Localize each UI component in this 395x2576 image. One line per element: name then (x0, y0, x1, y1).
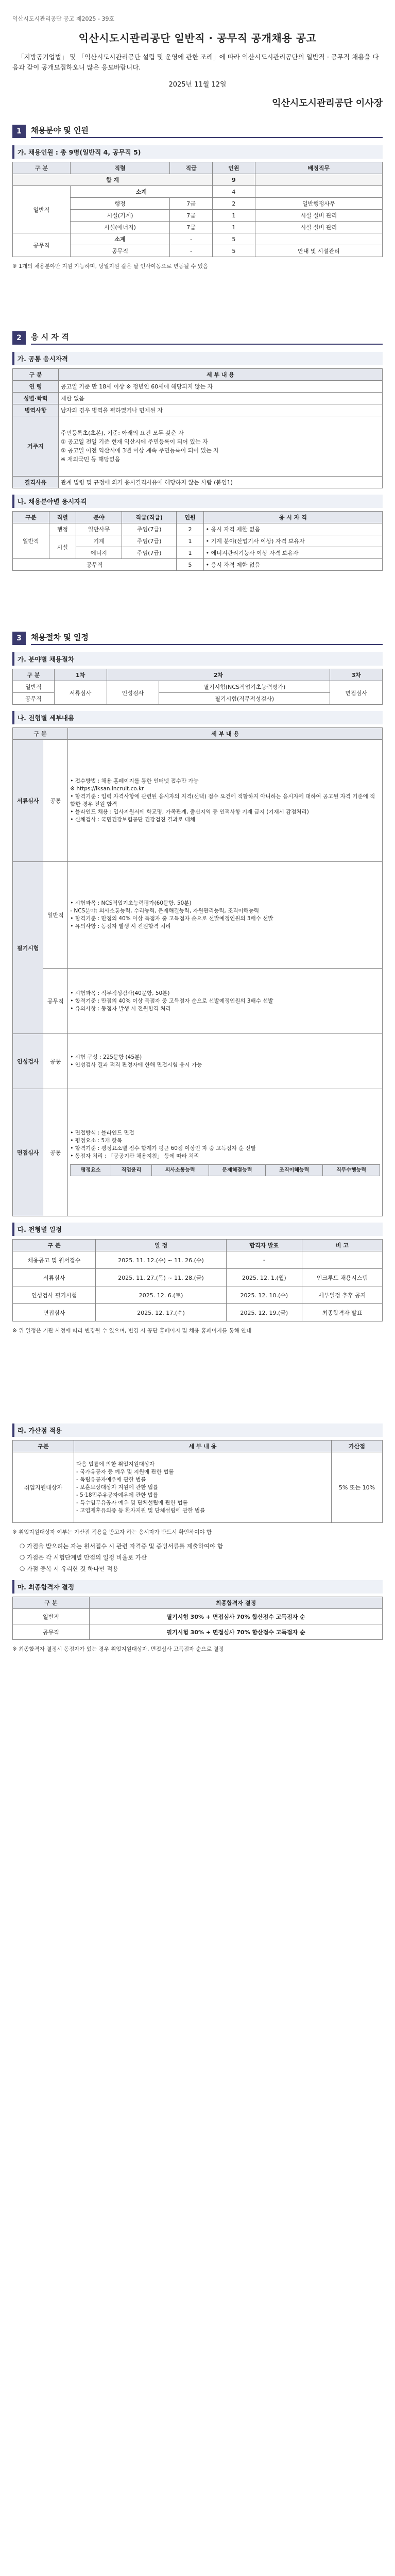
table-cell: 필기시험 30% + 면접심사 70% 합산점수 고득점자 순 (90, 1624, 383, 1640)
table-cell: 일반사무 (76, 523, 122, 535)
table-cell: 관계 법령 및 규정에 의거 응시결격사유에 해당하지 않는 사람 (붙임1) (59, 477, 383, 488)
table-cell: 일반직 (13, 523, 49, 559)
recruit-count-table (12, 162, 383, 257)
th: 의사소통능력 (151, 1164, 209, 1176)
table-cell: 2025. 12. 10.(수) (226, 1286, 302, 1304)
th: 응 시 자 격 (203, 512, 382, 523)
table-cell: • 시험과목 : 직무적성검사(40문항, 50분) • 합격기준 : 만점의 40% 이상 득점자 중 고득점자 순으로 선발예정인원의 3배수 선발 • 유의사항 : 동점자 발생 시 전원합격 처리 (68, 969, 383, 1034)
procedure-table (12, 669, 383, 705)
table-cell: 공무직 (70, 245, 169, 257)
th: 직급 (170, 162, 213, 174)
table-cell: • 접수방법 : 채용 홈페이지를 통한 인터넷 접수만 가능 ※ https://iksan.incruit.co.kr • 합격기준 : 입력 자격사항에 관련된 응시자의 지격(선택) 점수 요건에 적합하지 아니하는 응시자에 대하여 공고된 자격 기준에 적합한 경우 전원 합격 • 블라인드 채용 : 입사지원서에 학교명, 가족관계, 출신지역 등 인적사항 기재 금지 (기재시 감점처리) • 신체검사 : 국민건강보험공단 건강검진 결과로 대체 (68, 740, 383, 862)
th: 세 부 내 용 (68, 728, 383, 740)
table-cell: 세부일정 추후 공지 (302, 1286, 382, 1304)
table-cell: 1 (213, 222, 255, 233)
table-cell (302, 1251, 382, 1269)
common-qualification-table (12, 368, 383, 488)
th: 인원 (213, 162, 255, 174)
table-cell: 인크루트 채용시스템 (302, 1269, 382, 1286)
section-3-header (12, 631, 383, 646)
table-cell: 다음 법률에 의한 취업지원대상자 - 국가유공자 등 예우 및 지원에 관한 법률 - 독립유공자예우에 관한 법률 - 보훈보상대상자 지원에 관한 법률 - 5·18민주유공자예우에 관한 법률 - 특수임무유공자 예우 및 단체설립에 관한 법률 - 고엽제후유의증 등 환자지원 및 단체설립에 관한 법률 (74, 1452, 332, 1523)
row-label: 면접심사 (13, 1089, 43, 1216)
th: 구 분 (13, 162, 71, 174)
section-1-subtitle: 가. 채용인원 : 총 9명(일반직 4, 공무직 5) (12, 145, 383, 159)
row-label: 성별·학력 (13, 393, 59, 404)
table-cell: 1 (177, 547, 203, 559)
th: 구 분 (13, 1240, 96, 1251)
table-cell: 공고일 기준 만 18세 이상 ※ 정년인 60세에 해당되지 않는 자 (59, 381, 383, 393)
table-cell: 공무직 (13, 559, 177, 571)
th: 2차 (107, 669, 330, 681)
table-cell: 채용공고 및 원서접수 (13, 1251, 96, 1269)
th: 구분 (13, 1440, 74, 1452)
table-cell: 일반직 (13, 1609, 90, 1624)
table-cell: 2025. 11. 27.(목) ~ 11. 28.(금) (96, 1269, 227, 1286)
table-cell: 주민등록초(초본), 기준: 아래의 요건 모두 갖춘 자 ① 공고일 전일 기준 현재 익산시에 주민등록이 되어 있는 자 ② 공고일 이전 익산시에 3년 이상 계속 주민등록이 되어 있는 자 ※ 재외국민 등 해당없음 (59, 416, 383, 477)
table-cell: - (226, 1251, 302, 1269)
final-subtitle: 마. 최종합격자 결정 (12, 1580, 383, 1594)
table-cell: 면접심사 (330, 681, 383, 705)
section-1-title: 채용분야 및 인원 (31, 125, 383, 138)
table-cell: 2 (213, 198, 255, 210)
table-cell: 1 (177, 535, 203, 547)
table-cell: 2025. 12. 17.(수) (96, 1304, 227, 1321)
schedule-subtitle: 다. 전형별 일정 (12, 1223, 383, 1236)
table-cell: 5 (213, 245, 255, 257)
row-label: 병역사항 (13, 404, 59, 416)
th: 직렬 (70, 162, 169, 174)
table-cell: 안내 및 시설관리 (255, 245, 382, 257)
bonus-note: ※ 취업지원대상자 여부는 가산점 적용을 받고자 하는 응시자가 반드시 확인하여야 함 (12, 1529, 212, 1535)
table-cell: 행정 (70, 198, 169, 210)
th: 일 정 (96, 1240, 227, 1251)
th: 최종합격자 결정 (90, 1597, 383, 1609)
section-2-number: 2 (12, 331, 26, 345)
th: 분야 (76, 512, 122, 523)
th: 구 분 (13, 369, 59, 381)
row-label: 서류심사 (13, 740, 43, 862)
row-label: 거주지 (13, 416, 59, 477)
table-cell: • 응시 자격 제한 없음 (203, 559, 382, 571)
notice-date: 2025년 11월 12일 (168, 81, 227, 89)
row-label: 필기시험 (13, 862, 43, 1034)
notice-number: 익산시도시관리공단 공고 제2025 - 39호 (12, 15, 115, 22)
table-cell: 공통 (43, 1089, 68, 1216)
th: 직렬 (49, 512, 76, 523)
th: 구분 (13, 512, 49, 523)
table-cell: 공통 (43, 740, 68, 862)
table-cell: - (170, 233, 213, 245)
table-cell: 에너지 (76, 547, 122, 559)
table-cell: 1 (213, 210, 255, 222)
section-1-number: 1 (12, 125, 26, 138)
table-cell: 필기시험(직무적성검사) (159, 693, 330, 705)
procedure-subtitle: 가. 분야별 채용절차 (12, 652, 383, 666)
bonus-bullet: ❍ 가점은 각 시험단계별 만점의 일정 비율로 가산 (20, 1554, 147, 1561)
table-cell: 남자의 경우 병역을 필하였거나 면제된 자 (59, 404, 383, 416)
th: 가산점 (332, 1440, 383, 1452)
schedule-note: ※ 위 일정은 기관 사정에 따라 변경될 수 있으며, 변경 시 공단 홈페이지 및 채용 홈페이지를 통해 안내 (12, 1328, 252, 1334)
section-1-header (12, 124, 383, 139)
th: 평정요소 (71, 1164, 111, 1176)
section-3-title: 채용절차 및 일정 (31, 632, 383, 645)
table-cell: 일반행정사무 (255, 198, 382, 210)
th: 3차 (330, 669, 383, 681)
bonus-bullet: ❍ 가점을 받으려는 자는 원서접수 시 관련 자격증 및 증빙서류를 제출하여야 함 (20, 1543, 223, 1550)
table-cell: 취업지원대상자 (13, 1452, 74, 1523)
issuer: 익산시도시관리공단 이사장 (272, 98, 383, 109)
table-cell: • 에너지관리기능사 이상 자격 보유자 (203, 547, 382, 559)
table-cell: 7급 (170, 198, 213, 210)
table-cell: 7급 (170, 222, 213, 233)
interview-factor-table (70, 1164, 380, 1176)
th: 직업윤리 (111, 1164, 152, 1176)
field-qualification-subtitle: 나. 채용분야별 응시자격 (12, 495, 383, 508)
table-cell: 7급 (170, 210, 213, 222)
th: 세 부 내 용 (59, 369, 383, 381)
table-cell: 2025. 12. 19.(금) (226, 1304, 302, 1321)
th: 직무수행능력 (323, 1164, 380, 1176)
th: 세 부 내 용 (74, 1440, 332, 1452)
table-cell: • 응시 자격 제한 없음 (203, 523, 382, 535)
table-cell: 공통 (43, 1034, 68, 1089)
table-cell: 공무직 (43, 969, 68, 1034)
intro-paragraph: 「지방공기업법」 및 「익산시도시관리공단 설립 및 운영에 관한 조례」에 따라 익산시도시관리공단의 일반직 · 공무직 채용을 다음과 같이 공개모집하오니 많은 응모바랍니다. (12, 53, 379, 71)
table-cell: 행정 (49, 523, 76, 535)
page-title: 익산시도시관리공단 일반직 · 공무직 공개채용 공고 (78, 32, 317, 44)
row-label: 결격사유 (13, 477, 59, 488)
table-cell: 2025. 11. 12.(수) ~ 11. 26.(수) (96, 1251, 227, 1269)
table-cell: • 시험과목 : NCS직업기초능력평가(60문항, 50분) - NCS분야: 의사소통능력, 수리능력, 문제해결능력, 자원관리능력, 조직이해능력 • 합격기준 : 만점의 40% 이상 득점자 중 고득점자 순으로 선발예정인원의 3배수 선발 • 유의사항 : 동점자 발생 시 전원합격 처리 (68, 862, 383, 969)
total-label: 합 계 (13, 174, 213, 186)
table-cell: 최종합격자 발표 (302, 1304, 382, 1321)
th: 합격자 발표 (226, 1240, 302, 1251)
section-2-header (12, 330, 383, 346)
table-cell: 소계 (70, 186, 212, 198)
bonus-table (12, 1440, 383, 1523)
table-cell: 4 (213, 186, 255, 198)
category-cell: 일반직 (13, 186, 71, 233)
detail-table (12, 727, 383, 1216)
th: 문제해결능력 (209, 1164, 266, 1176)
th: 1차 (54, 669, 107, 681)
table-cell: 인성검사 (107, 681, 159, 705)
table-cell: 면접심사 (13, 1304, 96, 1321)
total-value: 9 (213, 174, 255, 186)
section-2-title: 응 시 자 격 (31, 331, 383, 345)
table-cell: 주임(7급) (122, 535, 176, 547)
table-cell: 시설 (49, 535, 76, 559)
table-cell: 일반직 (13, 681, 55, 693)
schedule-table (12, 1239, 383, 1321)
section-3-number: 3 (12, 632, 26, 645)
bonus-bullet: ❍ 가점 중복 시 유리한 것 하나만 적용 (20, 1565, 118, 1572)
table-cell: 소계 (70, 233, 169, 245)
table-cell: 5% 또는 10% (332, 1452, 383, 1523)
category-cell: 공무직 (13, 233, 71, 257)
table-cell: 기계 (76, 535, 122, 547)
table-cell: 시설(에너지) (70, 222, 169, 233)
row-label: 연 령 (13, 381, 59, 393)
table-cell: 필기시험 30% + 면접심사 70% 합산점수 고득점자 순 (90, 1609, 383, 1624)
table-cell: 2025. 12. 1.(월) (226, 1269, 302, 1286)
table-cell: 인성검사 필기시험 (13, 1286, 96, 1304)
table-cell: • 기계 분야(산업기사 이상) 자격 보유자 (203, 535, 382, 547)
field-qualification-table (12, 511, 383, 571)
table-cell: 주임(7급) (122, 547, 176, 559)
th: 배정직무 (255, 162, 382, 174)
th: 조직이해능력 (266, 1164, 323, 1176)
th: 직급(직급) (122, 512, 176, 523)
interview-detail: • 면접방식 : 블라인드 면접 • 평정요소 : 5개 항목 • 합격기준 : 평정요소별 점수 합계가 평균 60점 이상인 자 중 고득점자 순 선발 • 동점자 처리 : 「공공기관 채용지침」 등에 따라 처리 (70, 1129, 256, 1159)
table-cell: 2 (177, 523, 203, 535)
table-cell: 5 (177, 559, 203, 571)
th: 구 분 (13, 669, 55, 681)
row-label: 인성검사 (13, 1034, 43, 1089)
bonus-subtitle: 라. 가산점 적용 (12, 1423, 383, 1437)
table-cell: - (170, 245, 213, 257)
table-cell: 공무직 (13, 1624, 90, 1640)
table-cell: 주임(7급) (122, 523, 176, 535)
table-cell: 제한 없음 (59, 393, 383, 404)
common-qualification-subtitle: 가. 공통 응시자격 (12, 352, 383, 365)
table-cell: 일반직 (43, 862, 68, 969)
table-cell: • 시험 구성 : 225문항 (45분) • 인성검사 결과 적격 판정자에 한해 면접시험 응시 가능 (68, 1034, 383, 1089)
table-cell: 시설 설비 관리 (255, 210, 382, 222)
final-note: ※ 최종합격자 결정시 동점자가 있는 경우 취업지원대상자, 면접심사 고득점자 순으로 결정 (12, 1646, 224, 1652)
th: 비 고 (302, 1240, 382, 1251)
table-cell: 2025. 12. 6.(토) (96, 1286, 227, 1304)
th: 인원 (177, 512, 203, 523)
th: 구 분 (13, 1597, 90, 1609)
table-cell: 공무직 (13, 693, 55, 705)
table-cell: 시설(기계) (70, 210, 169, 222)
th: 구 분 (13, 728, 68, 740)
detail-subtitle: 나. 전형별 세부내용 (12, 711, 383, 724)
table-cell: 5 (213, 233, 255, 245)
table-cell: 필기시험(NCS직업기초능력평가) (159, 681, 330, 693)
final-table (12, 1597, 383, 1640)
section-1-note: ※ 1개의 채용분야만 지원 가능하며, 당일지원 같은 날 인사이동으로 변동될 수 있음 (12, 263, 209, 269)
table-cell: 서류심사 (54, 681, 107, 705)
table-cell: 시설 설비 관리 (255, 222, 382, 233)
table-cell: 서류심사 (13, 1269, 96, 1286)
